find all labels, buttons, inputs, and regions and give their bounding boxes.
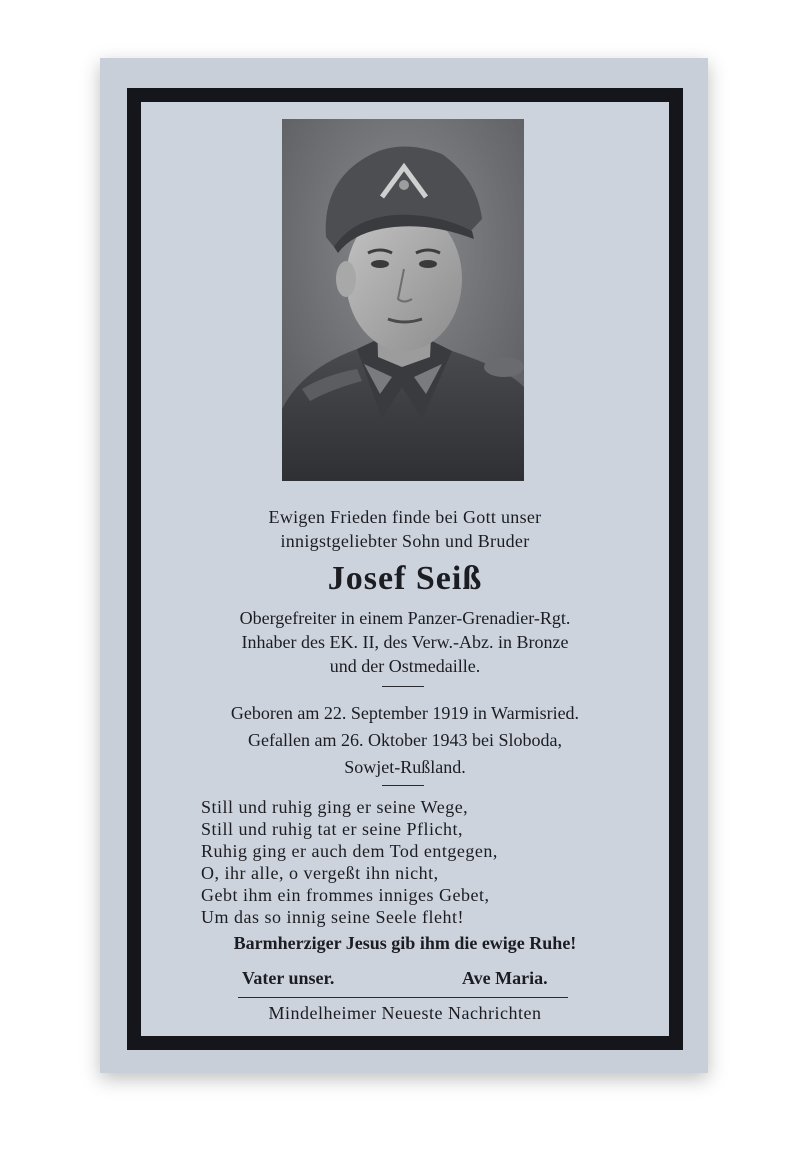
intro-line: innigstgeliebter Sohn und Bruder <box>280 531 530 551</box>
poem-line: Still und ruhig ging er seine Wege, <box>201 797 469 817</box>
memorial-poem <box>201 796 621 928</box>
intro-text <box>150 505 660 553</box>
prayer-ave-maria: Ave Maria. <box>462 968 548 988</box>
death-place-line: Sowjet-Rußland. <box>344 757 466 777</box>
portrait-photo <box>282 119 524 481</box>
publisher-rule <box>238 997 568 998</box>
rank-and-decorations <box>150 606 660 678</box>
publisher-line: Mindelheimer Neueste Nachrichten <box>268 1003 542 1023</box>
prayer-line: Barmherziger Jesus gib ihm die ewige Ruhe! <box>233 933 577 953</box>
poem-line: Ruhig ging er auch dem Tod entgegen, <box>201 841 498 861</box>
birth-line: Geboren am 22. September 1919 in Warmisried. <box>230 703 580 723</box>
poem-line: Gebt ihm ein frommes inniges Gebet, <box>201 885 490 905</box>
poem-line: Um das so innig seine Seele fleht! <box>201 907 464 927</box>
decorations-line: Inhaber des EK. II, des Verw.-Abz. in Bronze <box>241 632 569 652</box>
divider <box>382 686 424 687</box>
divider <box>382 785 424 786</box>
decorations-line: und der Ostmedaille. <box>329 656 481 676</box>
poem-line: O, ihr alle, o vergeßt ihn nicht, <box>201 863 439 883</box>
death-line: Gefallen am 26. Oktober 1943 bei Sloboda, <box>248 730 562 750</box>
rank-line: Obergefreiter in einem Panzer-Grenadier-Rgt. <box>239 608 571 628</box>
intro-line: Ewigen Frieden finde bei Gott unser <box>268 507 542 527</box>
poem-line: Still und ruhig tat er seine Pflicht, <box>201 819 463 839</box>
deceased-name: Josef Seiß <box>327 560 483 597</box>
life-dates <box>150 700 660 781</box>
prayer-vater-unser: Vater unser. <box>242 968 335 988</box>
